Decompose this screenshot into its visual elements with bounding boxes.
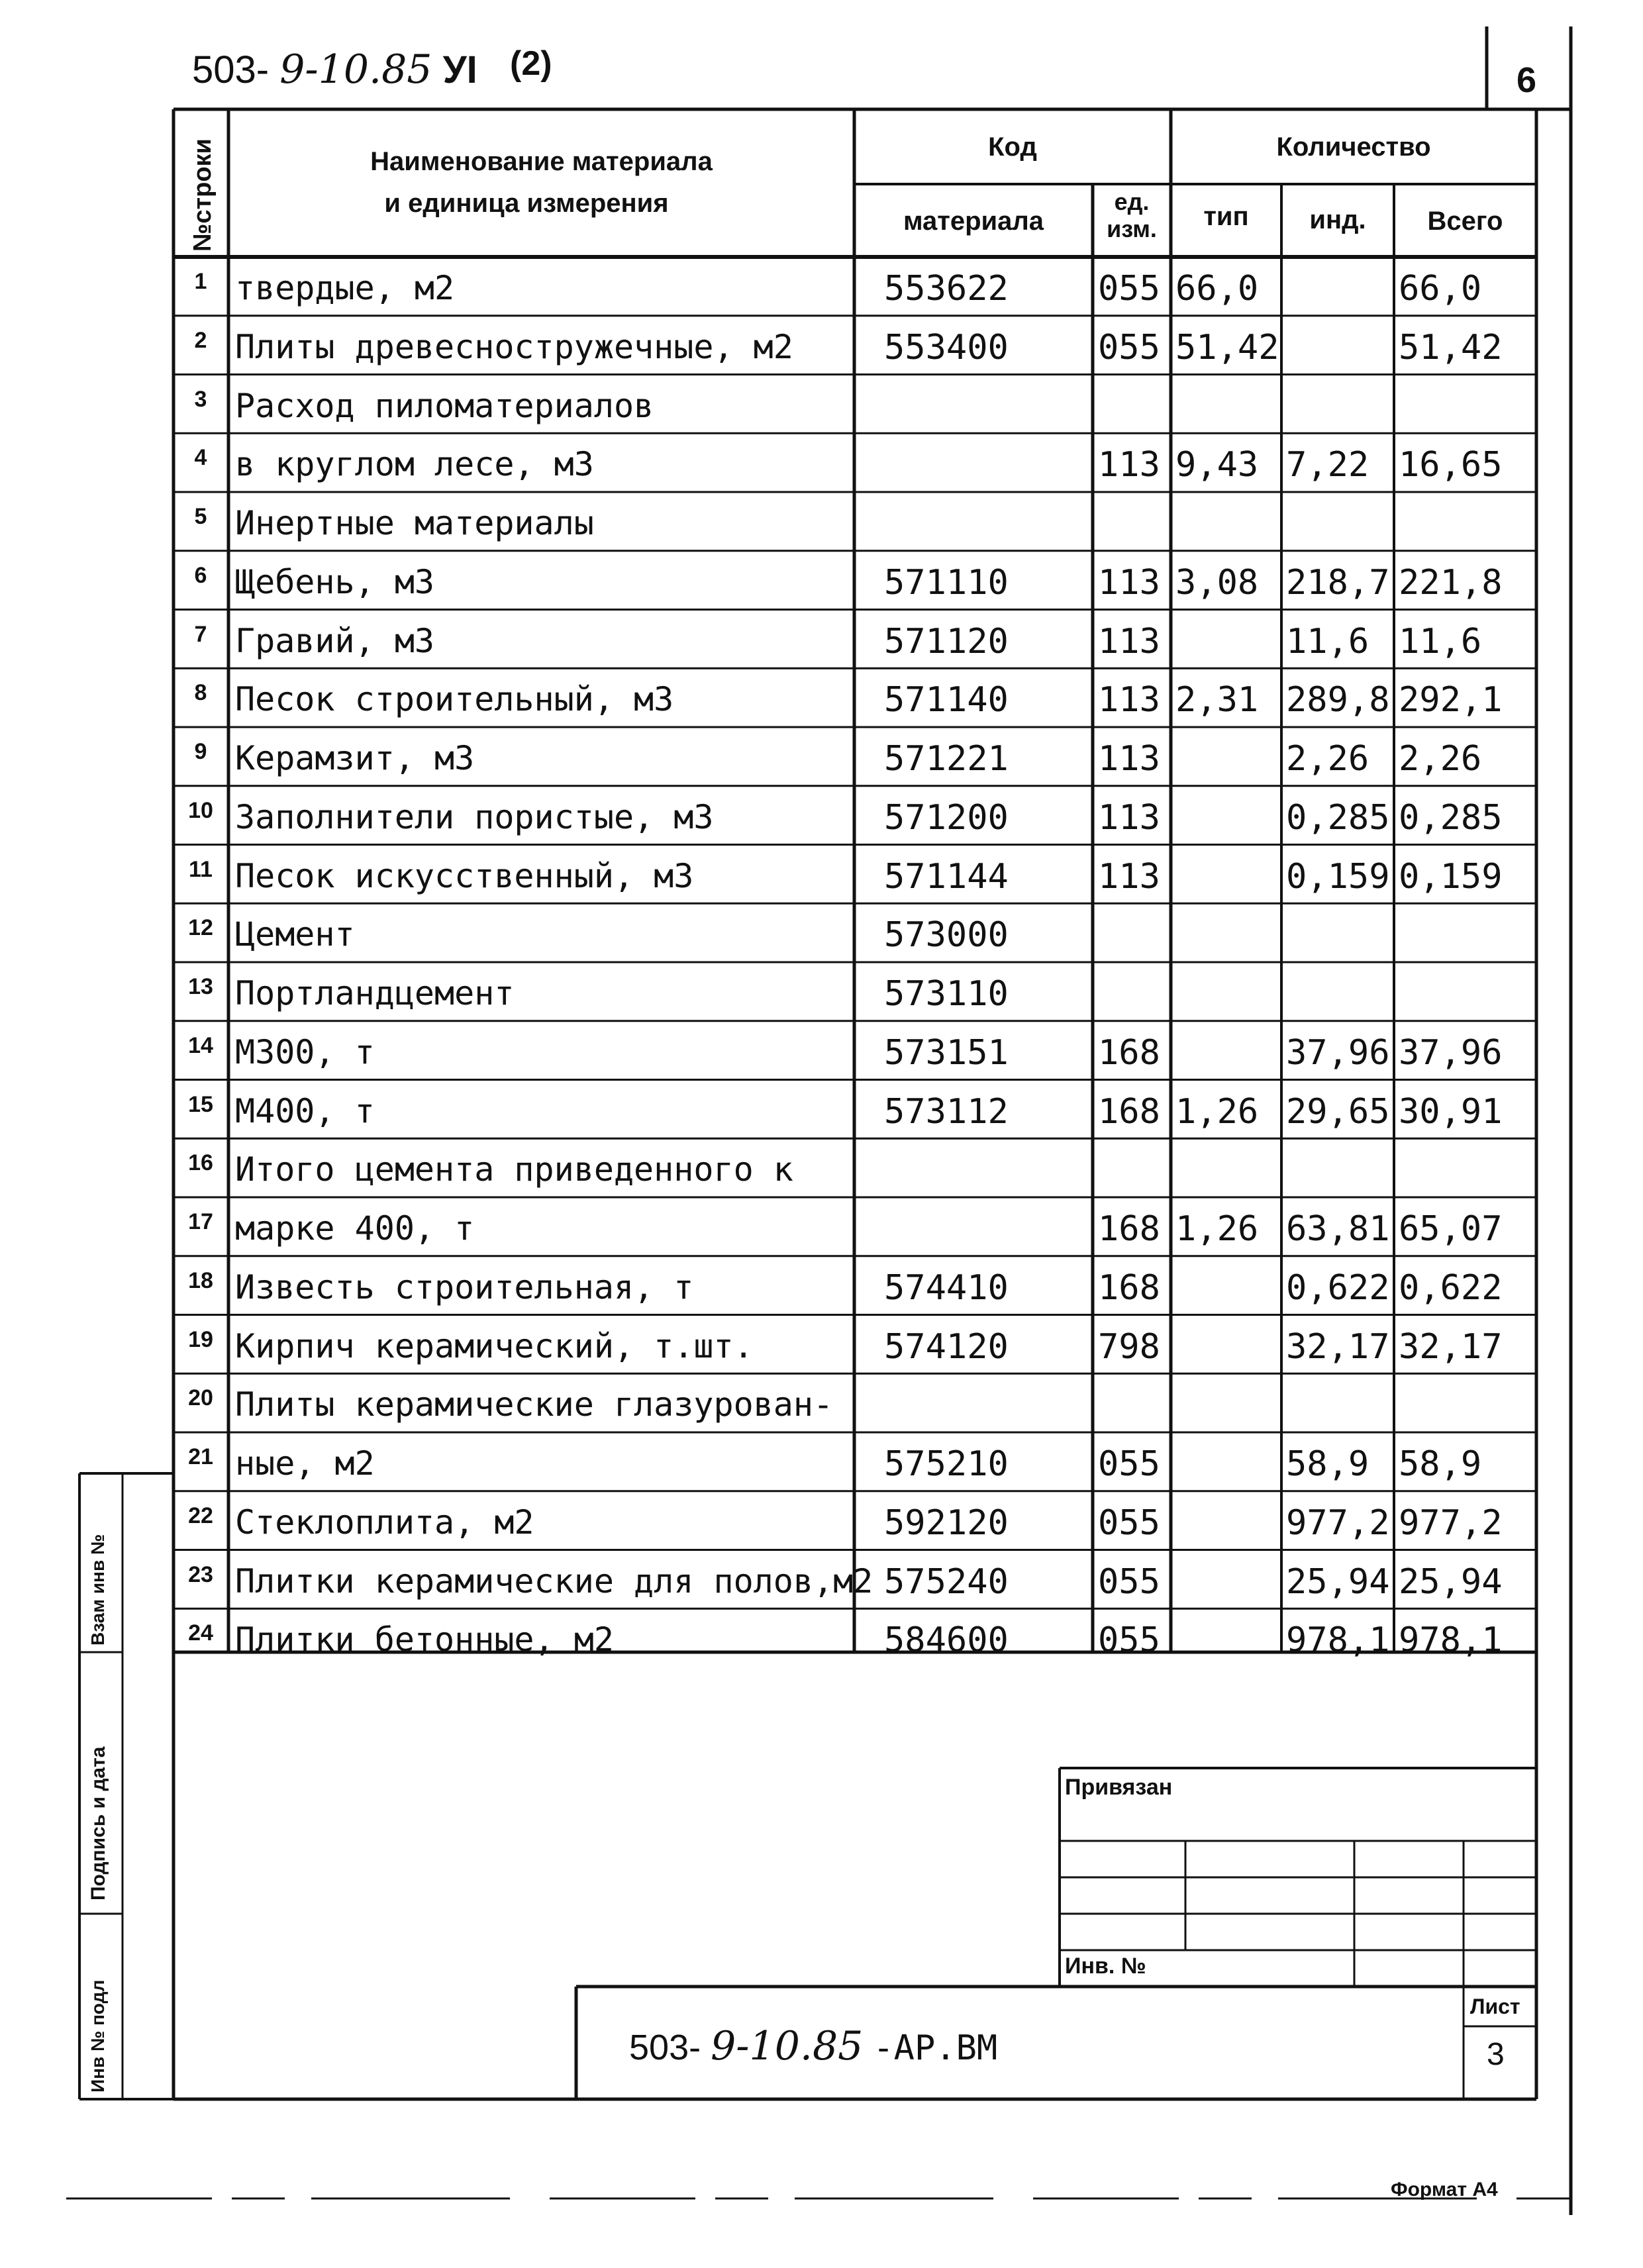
sheet-label: Лист bbox=[1470, 1995, 1520, 2018]
cell-total: 0,622 bbox=[1399, 1267, 1503, 1308]
col-header-material: материала bbox=[903, 207, 1044, 236]
row-number: 6 bbox=[194, 562, 207, 588]
row-number: 2 bbox=[194, 327, 207, 353]
cell-typ: 3,08 bbox=[1175, 562, 1259, 603]
cell-name: Цемент bbox=[235, 915, 355, 954]
cell-name: М400, т bbox=[235, 1091, 375, 1130]
cell-name: Песок строительный, м3 bbox=[235, 680, 674, 719]
row-number: 3 bbox=[194, 386, 207, 412]
cell-ind: 58,9 bbox=[1286, 1444, 1369, 1484]
cell-code: 573112 bbox=[884, 1091, 1009, 1132]
cell-total: 0,159 bbox=[1399, 856, 1503, 897]
format-label: Формат А4 bbox=[1391, 2179, 1498, 2200]
cell-ind: 977,2 bbox=[1286, 1503, 1390, 1543]
cell-total: 977,2 bbox=[1399, 1503, 1503, 1543]
stamp-document-code bbox=[629, 2023, 997, 2069]
cell-typ: 51,42 bbox=[1175, 327, 1279, 368]
col-header-name-line1: Наименование материала bbox=[370, 147, 713, 176]
row-number: 21 bbox=[188, 1444, 213, 1469]
cell-name: Стеклоплита, м2 bbox=[235, 1503, 534, 1542]
cell-code: 573151 bbox=[884, 1032, 1009, 1073]
cell-name: Плитки бетонные, м2 bbox=[235, 1620, 614, 1659]
cell-ind: 37,96 bbox=[1286, 1032, 1390, 1073]
cell-total: 37,96 bbox=[1399, 1032, 1503, 1073]
cell-unit: 113 bbox=[1098, 797, 1160, 838]
cell-unit: 168 bbox=[1098, 1032, 1160, 1073]
cell-unit: 113 bbox=[1098, 621, 1160, 662]
cell-total: 32,17 bbox=[1399, 1326, 1503, 1367]
stamp-code-handwritten: 9-10.85 bbox=[711, 2023, 864, 2069]
cell-unit: 055 bbox=[1098, 1561, 1160, 1602]
cell-unit: 055 bbox=[1098, 327, 1160, 368]
row-number: 14 bbox=[188, 1032, 213, 1058]
cell-total: 51,42 bbox=[1399, 327, 1503, 368]
row-number: 11 bbox=[189, 856, 213, 882]
col-header-total: Всего bbox=[1427, 207, 1503, 236]
cell-ind: 11,6 bbox=[1286, 621, 1369, 662]
cell-code: 574410 bbox=[884, 1267, 1009, 1308]
cell-name: Заполнители пористые, м3 bbox=[235, 797, 714, 836]
cell-ind: 7,22 bbox=[1286, 445, 1369, 485]
cell-unit: 113 bbox=[1098, 445, 1160, 485]
cell-ind: 29,65 bbox=[1286, 1091, 1390, 1132]
stamp-code-prefix: 503- bbox=[629, 2028, 701, 2067]
cell-name: Портландцемент bbox=[235, 974, 515, 1012]
doc-part: (2) bbox=[510, 44, 552, 83]
bound-label: Привязан bbox=[1065, 1775, 1173, 1800]
cell-ind: 0,285 bbox=[1286, 797, 1390, 838]
cell-unit: 168 bbox=[1098, 1209, 1160, 1249]
cell-name: Кирпич керамический, т.шт. bbox=[235, 1326, 754, 1365]
cell-name: Плиты керамические глазурован- bbox=[235, 1385, 834, 1424]
row-number: 7 bbox=[194, 621, 207, 647]
cell-ind: 63,81 bbox=[1286, 1209, 1390, 1249]
col-header-qty-group: Количество bbox=[1276, 132, 1431, 162]
row-number: 12 bbox=[188, 915, 213, 941]
cell-code: 553622 bbox=[884, 269, 1009, 309]
col-header-row-no: №строки bbox=[189, 138, 217, 252]
row-number: 15 bbox=[188, 1091, 213, 1117]
cell-name: ные, м2 bbox=[235, 1444, 375, 1483]
cell-unit: 113 bbox=[1098, 739, 1160, 779]
cell-ind: 289,8 bbox=[1286, 680, 1390, 720]
cell-total: 25,94 bbox=[1399, 1561, 1503, 1602]
cell-total: 292,1 bbox=[1399, 680, 1503, 720]
cell-ind: 218,7 bbox=[1286, 562, 1390, 603]
side-label-inv-orig: Инв № подл bbox=[87, 1979, 108, 2093]
side-label-replace-inv: Взам инв № bbox=[87, 1534, 108, 1646]
col-header-typ: тип bbox=[1203, 202, 1249, 231]
cell-code: 571110 bbox=[884, 562, 1009, 603]
cell-name: твердые, м2 bbox=[235, 269, 455, 307]
doc-suffix: УI bbox=[442, 48, 477, 91]
cell-typ: 1,26 bbox=[1175, 1091, 1259, 1132]
sheet-number: 3 bbox=[1487, 2037, 1505, 2072]
row-number: 24 bbox=[188, 1620, 213, 1646]
cell-total: 221,8 bbox=[1399, 562, 1503, 603]
cell-name: Гравий, м3 bbox=[235, 621, 435, 660]
cell-typ: 66,0 bbox=[1175, 269, 1259, 309]
cell-ind: 0,159 bbox=[1286, 856, 1390, 897]
side-label-sign-date: Подпись и дата bbox=[87, 1746, 109, 1900]
cell-unit: 055 bbox=[1098, 1444, 1160, 1484]
row-number: 1 bbox=[194, 269, 207, 294]
cell-total: 2,26 bbox=[1399, 739, 1482, 779]
stamp-code-suffix: -АР.ВМ bbox=[873, 2028, 998, 2068]
cell-name: в круглом лесе, м3 bbox=[235, 445, 594, 484]
cell-typ: 2,31 bbox=[1175, 680, 1259, 720]
row-number: 8 bbox=[194, 680, 207, 706]
row-number: 9 bbox=[194, 739, 207, 764]
col-header-name-line2: и единица измерения bbox=[384, 189, 669, 218]
row-number: 20 bbox=[188, 1385, 213, 1411]
cell-total: 978,1 bbox=[1399, 1620, 1503, 1661]
cell-code: 575240 bbox=[884, 1561, 1009, 1602]
cell-code: 574120 bbox=[884, 1326, 1009, 1367]
cell-code: 573000 bbox=[884, 915, 1009, 956]
doc-prefix: 503- bbox=[192, 48, 270, 91]
cell-name: Итого цемента приведенного к bbox=[235, 1150, 793, 1189]
row-number: 17 bbox=[188, 1209, 213, 1234]
cell-total: 66,0 bbox=[1399, 269, 1482, 309]
cell-unit: 798 bbox=[1098, 1326, 1160, 1367]
cell-typ: 1,26 bbox=[1175, 1209, 1259, 1249]
cell-code: 575210 bbox=[884, 1444, 1009, 1484]
cell-unit: 055 bbox=[1098, 269, 1160, 309]
doc-handwritten-number: 9-10.85 bbox=[279, 46, 432, 93]
cell-typ: 9,43 bbox=[1175, 445, 1259, 485]
cell-unit: 113 bbox=[1098, 856, 1160, 897]
cell-name: Плиты древесностружечные, м2 bbox=[235, 327, 793, 366]
cell-name: Расход пиломатериалов bbox=[235, 386, 654, 425]
cell-total: 0,285 bbox=[1399, 797, 1503, 838]
row-number: 23 bbox=[188, 1561, 213, 1587]
cell-name: марке 400, т bbox=[235, 1209, 475, 1248]
cell-unit: 113 bbox=[1098, 562, 1160, 603]
col-header-unit-line2: изм. bbox=[1107, 215, 1157, 242]
cell-name: Плитки керамические для полов,м2 bbox=[235, 1561, 873, 1601]
cell-code: 573110 bbox=[884, 974, 1009, 1014]
cell-unit: 055 bbox=[1098, 1503, 1160, 1543]
row-number: 22 bbox=[188, 1503, 213, 1528]
cell-ind: 0,622 bbox=[1286, 1267, 1390, 1308]
cell-code: 571140 bbox=[884, 680, 1009, 720]
cell-total: 58,9 bbox=[1399, 1444, 1482, 1484]
cell-total: 30,91 bbox=[1399, 1091, 1503, 1132]
cell-unit: 168 bbox=[1098, 1267, 1160, 1308]
row-number: 19 bbox=[188, 1326, 213, 1352]
cell-name: Известь строительная, т bbox=[235, 1267, 694, 1307]
cell-ind: 32,17 bbox=[1286, 1326, 1390, 1367]
cell-total: 16,65 bbox=[1399, 445, 1503, 485]
cell-code: 553400 bbox=[884, 327, 1009, 368]
cell-unit: 113 bbox=[1098, 680, 1160, 720]
cell-unit: 055 bbox=[1098, 1620, 1160, 1661]
cell-total: 65,07 bbox=[1399, 1209, 1503, 1249]
col-header-ind: инд. bbox=[1309, 205, 1366, 234]
cell-code: 571221 bbox=[884, 739, 1009, 779]
row-number: 5 bbox=[194, 504, 207, 529]
page-number: 6 bbox=[1517, 60, 1537, 100]
cell-code: 571144 bbox=[884, 856, 1009, 897]
row-number: 4 bbox=[194, 445, 207, 471]
col-header-code-group: Код bbox=[988, 132, 1037, 162]
cell-code: 571200 bbox=[884, 797, 1009, 838]
cell-name: Щебень, м3 bbox=[235, 562, 435, 601]
cell-unit: 168 bbox=[1098, 1091, 1160, 1132]
row-number: 13 bbox=[188, 974, 213, 999]
cell-ind: 978,1 bbox=[1286, 1620, 1390, 1661]
cell-ind: 2,26 bbox=[1286, 739, 1369, 779]
cell-name: Керамзит, м3 bbox=[235, 739, 475, 777]
row-number: 16 bbox=[188, 1150, 213, 1176]
cell-name: М300, т bbox=[235, 1032, 375, 1071]
row-number: 18 bbox=[188, 1267, 213, 1293]
inv-number-label: Инв. № bbox=[1065, 1953, 1146, 1979]
cell-total: 11,6 bbox=[1399, 621, 1482, 662]
cell-ind: 25,94 bbox=[1286, 1561, 1390, 1602]
cell-name: Инертные материалы bbox=[235, 504, 594, 542]
cell-code: 592120 bbox=[884, 1503, 1009, 1543]
cell-name: Песок искусственный, м3 bbox=[235, 856, 694, 895]
row-number: 10 bbox=[188, 797, 213, 823]
cell-code: 571120 bbox=[884, 621, 1009, 662]
cell-code: 584600 bbox=[884, 1620, 1009, 1661]
col-header-unit-line1: ед. bbox=[1114, 188, 1150, 215]
